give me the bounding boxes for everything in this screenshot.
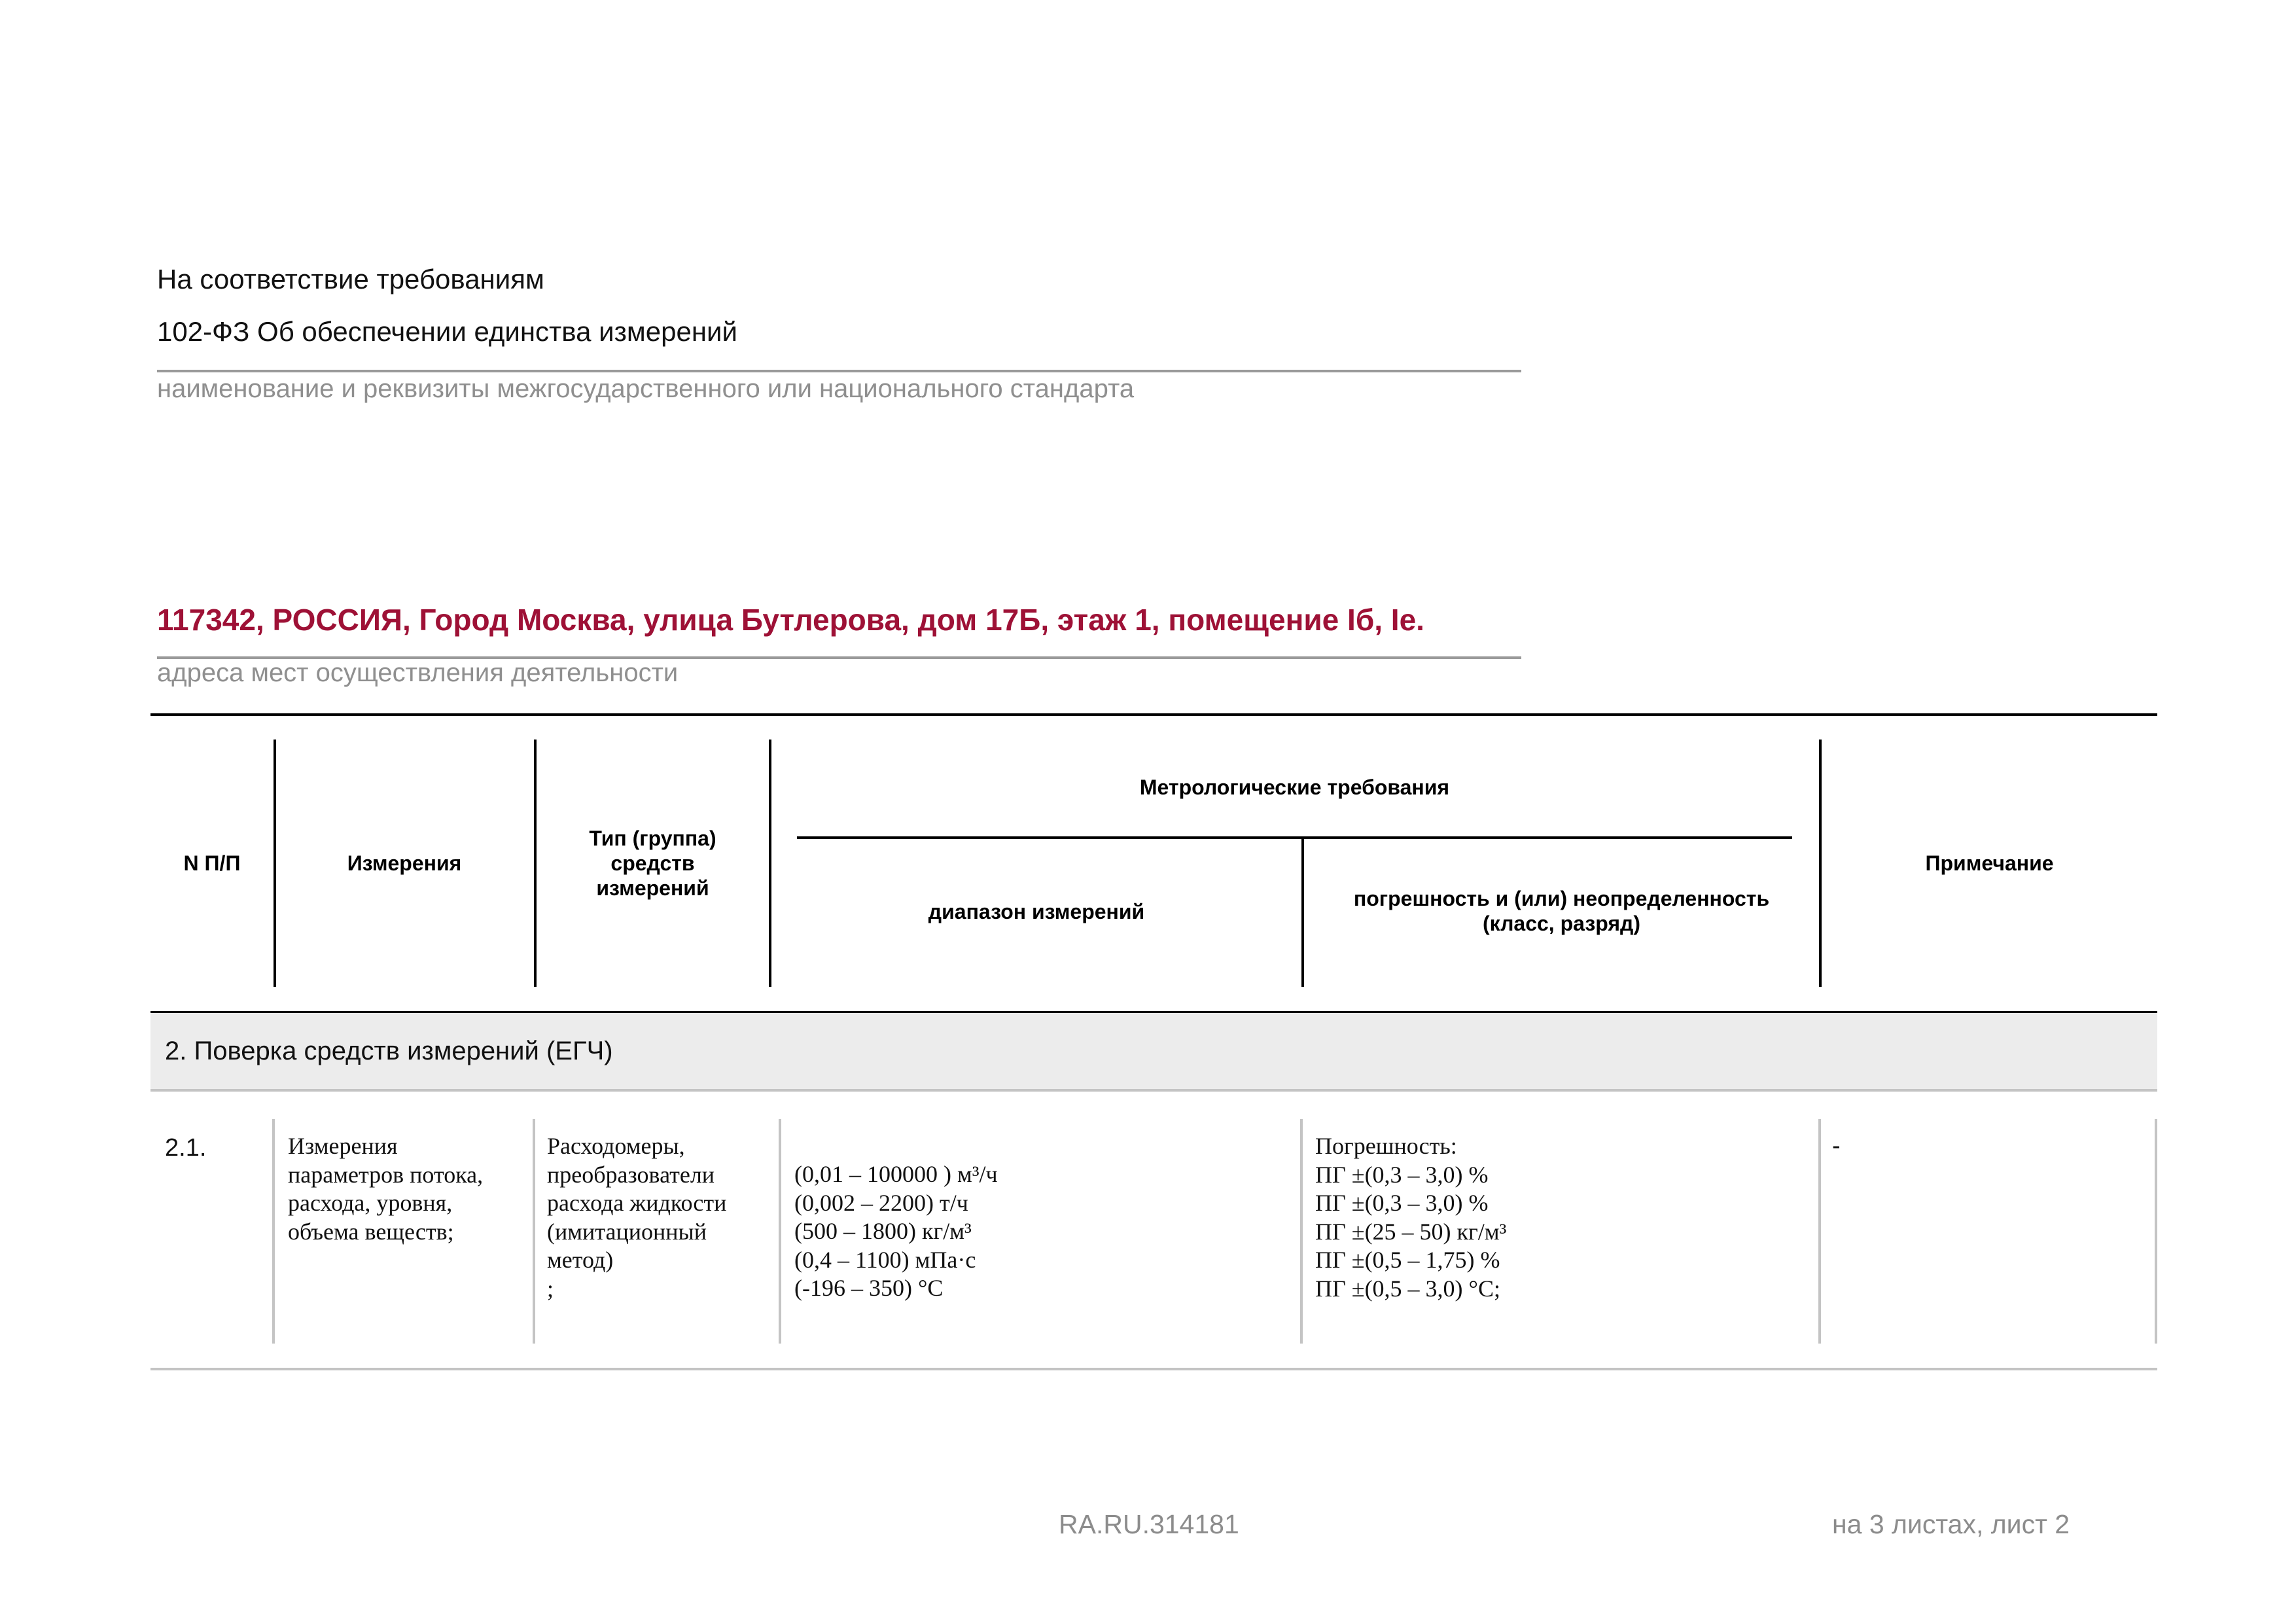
row-col-separator: [1818, 1119, 1821, 1344]
row-col-separator: [779, 1119, 781, 1344]
row-accuracy: Погрешность: ПГ ±(0,3 – 3,0) % ПГ ±(0,3 – 3,0) % ПГ ±(25 – 50) кг/м³ ПГ ±(0,5 – 1,75) % ПГ ±(0,5 – 3,0) °С;: [1315, 1133, 1507, 1302]
table-top-border: [150, 713, 2157, 716]
page-counter: на 3 листах, лист 2: [1832, 1509, 2070, 1539]
registry-number: RA.RU.314181: [1059, 1509, 1239, 1539]
activity-address: 117342, РОССИЯ, Город Москва, улица Бутлерова, дом 17Б, этаж 1, помещение Iб, Iе.: [157, 603, 1424, 637]
header-note: Примечание: [1925, 851, 2054, 875]
header-num: N П/П: [183, 851, 241, 875]
section-title: 2. Поверка средств измерений (ЕГЧ): [165, 1037, 613, 1065]
requirement-line-1: На соответствие требованиям: [157, 264, 544, 294]
row-measurement-range: (0,01 – 100000 ) м³/ч (0,002 – 2200) т/ч (500 – 1800) кг/м³ (0,4 – 1100) мПа·с (-196 – 350) °С: [794, 1161, 998, 1301]
metrological-subheader-line: [797, 836, 1792, 839]
row-note: -: [1832, 1132, 1841, 1160]
requirement-underline: [157, 370, 1521, 372]
row-measurements: Измерения параметров потока, расхода, уровня, объема веществ;: [288, 1133, 484, 1245]
row-right-border: [2155, 1119, 2157, 1344]
row-instrument-type: Расходомеры, преобразователи расхода жидкости (имитационный метод) ;: [547, 1133, 727, 1302]
address-caption: адреса мест осуществления деятельности: [157, 658, 679, 687]
row-col-separator: [533, 1119, 535, 1344]
section-bottom-border: [150, 1089, 2157, 1092]
header-accuracy: погрешность и (или) неопределенность (класс, разряд): [1353, 887, 1770, 935]
row-col-separator: [1300, 1119, 1303, 1344]
header-col-separator: [769, 740, 771, 987]
requirement-caption: наименование и реквизиты межгосударственного или национального стандарта: [157, 374, 1135, 403]
header-range: диапазон измерений: [928, 900, 1145, 923]
table-bottom-border: [150, 1368, 2157, 1370]
requirement-line-2: 102-ФЗ Об обеспечении единства измерений: [157, 316, 737, 347]
row-col-separator: [272, 1119, 275, 1344]
header-metrological-requirements: Метрологические требования: [1139, 776, 1450, 799]
row-num: 2.1.: [165, 1134, 207, 1162]
header-type: Тип (группа) средств измерений: [589, 827, 716, 900]
header-measurements: Измерения: [347, 851, 462, 875]
